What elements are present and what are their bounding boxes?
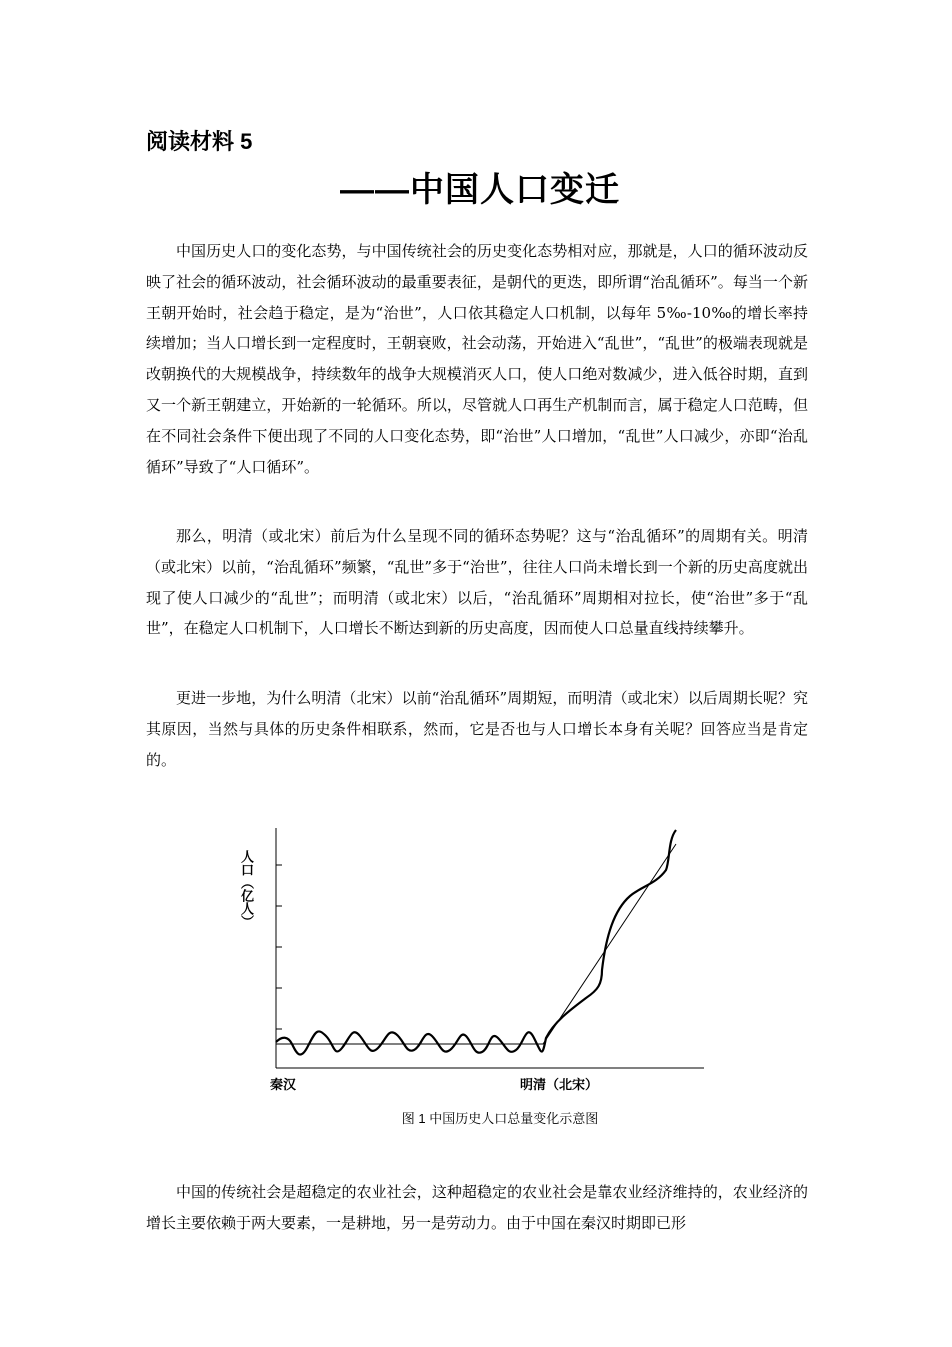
paragraph: 中国的传统社会是超稳定的农业社会，这种超稳定的农业社会是靠农业经济维持的，农业经济的增长主要依赖于两大要素，一是耕地，另一是劳动力。由于中国在秦汉时期即已形: [146, 1183, 808, 1232]
paragraph: 那么，明清（或北宋）前后为什么呈现不同的循环态势呢？这与“治乱循环”的周期有关。明清（或北宋）以前，“治乱循环”频繁，“乱世”多于“治世”，往往人口尚未增长到一个新的历史高度就出现了使人口减少的“乱世”；而明清（或北宋）以后，“治乱循环”周期相对拉长，使“治世”多于“乱世”，在稳定人口机制下，人口增长不断达到新的历史高度，因而使人口总量直线持续攀升。: [146, 527, 808, 638]
figure-caption: 图 1 中国历史人口总量变化示意图: [401, 1111, 599, 1126]
page-title: ——中国人口变迁: [340, 171, 620, 209]
paragraph: 更进一步地，为什么明清（北宋）以前“治乱循环”周期短，而明清（或北宋）以后周期长呢？究其原因，当然与具体的历史条件相联系，然而，它是否也与人口增长本身有关呢？回答应当是肯定的。: [146, 689, 808, 769]
x-label-qinhan: 秦汉: [270, 1077, 297, 1092]
population-figure: [230, 800, 710, 1140]
reading-material-label: 阅读材料 5: [146, 129, 253, 154]
population-curve: [276, 830, 676, 1055]
x-label-mingqing: 明清（北宋）: [520, 1077, 599, 1092]
y-ticks: [276, 865, 282, 1029]
trend-line: [276, 844, 676, 1044]
paragraph: 中国历史人口的变化态势，与中国传统社会的历史变化态势相对应，那就是，人口的循环波动反映了社会的循环波动，社会循环波动的最重要表征，是朝代的更迭，即所谓“治乱循环”。每当一个新王朝开始时，社会趋于稳定，是为“治世”，人口依其稳定人口机制，以每年 5‰-10‰的增长率持续增加；当人口增长到一定程度时，王朝衰败，社会动荡，开始进入“乱世”，“乱世”的极端表现就是改朝换代的大规模战争，持续数年的战争大规模消灭人口，使人口绝对数减少，进入低谷时期，直到又一个新王朝建立，开始新的一轮循环。所以，尽管就人口再生产机制而言，属于稳定人口范畴，但在不同社会条件下便出现了不同的人口变化态势，即“治世”人口增加，“乱世”人口减少，亦即“治乱循环”导致了“人口循环”。: [146, 242, 808, 476]
y-axis-label: 人口（亿人）: [239, 850, 254, 928]
population-chart: [230, 800, 710, 1100]
